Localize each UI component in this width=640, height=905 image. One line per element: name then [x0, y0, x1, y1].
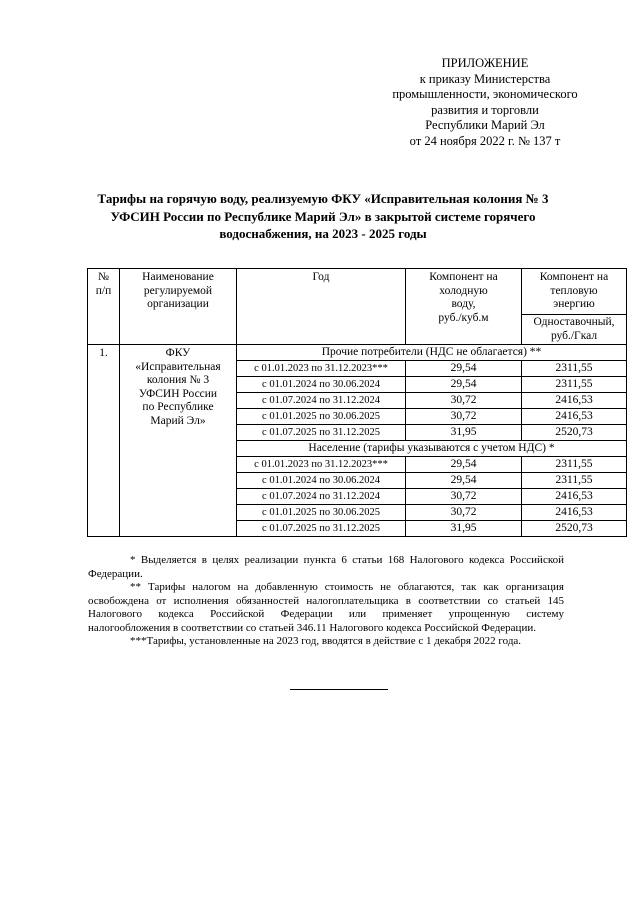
- heat-value: 2311,55: [522, 473, 627, 489]
- heat-value: 2416,53: [522, 409, 627, 425]
- header-num-line: №: [98, 271, 109, 283]
- appendix-line: от 24 ноября 2022 г. № 137 т: [409, 133, 561, 148]
- group-label: Прочие потребители (НДС не облагается) **: [237, 345, 627, 361]
- title-line: Тарифы на горячую воду, реализуемую ФКУ «Исправительная колония № 3: [97, 191, 549, 206]
- header-heat-unit-line: руб./Гкал: [550, 329, 598, 342]
- organization-line: «Исправительная: [135, 360, 221, 373]
- footnote-2-cont: Налогового кодекса Российской Федерации или применяет упрощенную систему: [88, 608, 564, 620]
- heat-value: 2311,55: [522, 457, 627, 473]
- heat-value: 2311,55: [522, 377, 627, 393]
- period-cell: с 01.01.2025 по 30.06.2025: [237, 409, 406, 425]
- cold-value: 30,72: [406, 393, 522, 409]
- footnote-2-cont: налогообложения в соответствии со статьей 346.11 Налогового кодекса Российской Федерации.: [88, 621, 536, 634]
- organization-line: УФСИН России: [138, 387, 218, 400]
- row-number: 1.: [88, 345, 120, 537]
- organization-line: колония № 3: [146, 374, 210, 386]
- period-cell: с 01.01.2024 по 30.06.2024: [237, 473, 406, 489]
- header-year: Год: [237, 269, 406, 345]
- header-heat-line: тепловую: [550, 284, 598, 297]
- header-org-line: Наименование: [142, 271, 214, 283]
- group-label: Население (тарифы указываются с учетом НДС) *: [237, 441, 627, 457]
- appendix-line: ПРИЛОЖЕНИЕ: [441, 56, 529, 70]
- closing-rule: [290, 689, 388, 690]
- appendix-line: промышленности, экономического: [392, 87, 578, 101]
- cold-value: 29,54: [406, 473, 522, 489]
- footnote-3: ***Тарифы, установленные на 2023 год, вводятся в действие с 1 декабря 2022 года.: [130, 635, 522, 647]
- period-cell: с 01.01.2023 по 31.12.2023***: [237, 457, 406, 473]
- period-cell: с 01.01.2024 по 30.06.2024: [237, 377, 406, 393]
- organization-name: [120, 345, 237, 537]
- period-cell: с 01.01.2025 по 30.06.2025: [237, 505, 406, 521]
- header-org-line: организации: [147, 298, 209, 310]
- header-cold-line: холодную: [439, 284, 488, 297]
- appendix-line: Республики Марий Эл: [425, 118, 545, 132]
- header-heat: [522, 269, 627, 315]
- footnote-1-cont: Федерации.: [88, 567, 143, 580]
- footnote-2-cont: освобождена от исполнения обязанностей налогоплательщика в соответствии со статьей 145: [88, 594, 564, 607]
- header-org: [120, 269, 237, 345]
- period-cell: с 01.01.2023 по 31.12.2023***: [237, 361, 406, 377]
- document-title: [88, 190, 558, 243]
- cold-value: 31,95: [406, 425, 522, 441]
- organization-line: Марий Эл»: [150, 414, 206, 427]
- header-heat-line: энергию: [553, 298, 595, 310]
- heat-value: 2520,73: [522, 425, 627, 441]
- footnote-2: ** Тарифы налогом на добавленную стоимость не облагаются, так как организация: [130, 581, 564, 593]
- cold-value: 29,54: [406, 361, 522, 377]
- title-line: УФСИН России по Республике Марий Эл» в закрытой системе горячего: [110, 208, 536, 224]
- header-cold: [406, 269, 522, 345]
- header-cold-line: руб./куб.м: [438, 311, 489, 324]
- header-heat-unit-line: Одноставочный,: [533, 316, 615, 328]
- period-cell: с 01.07.2025 по 31.12.2025: [237, 425, 406, 441]
- cold-value: 30,72: [406, 489, 522, 505]
- period-cell: с 01.07.2024 по 31.12.2024: [237, 393, 406, 409]
- footnote-1: * Выделяется в целях реализации пункта 6 статьи 168 Налогового кодекса Российской: [130, 554, 564, 566]
- footnotes: [88, 554, 564, 649]
- period-cell: с 01.07.2024 по 31.12.2024: [237, 489, 406, 505]
- period-cell: с 01.07.2025 по 31.12.2025: [237, 521, 406, 537]
- header-cold-line: воду,: [451, 298, 476, 310]
- heat-value: 2416,53: [522, 393, 627, 409]
- cold-value: 29,54: [406, 457, 522, 473]
- appendix-line: развития и торговли: [431, 102, 539, 117]
- tariff-table: [87, 268, 627, 537]
- header-num-line: п/п: [95, 284, 112, 297]
- heat-value: 2416,53: [522, 505, 627, 521]
- header-num: [88, 269, 120, 345]
- title-line: водоснабжения, на 2023 - 2025 годы: [219, 226, 427, 241]
- cold-value: 31,95: [406, 521, 522, 537]
- cold-value: 30,72: [406, 409, 522, 425]
- header-heat-unit: [522, 315, 627, 345]
- appendix-line: к приказу Министерства: [419, 71, 551, 86]
- heat-value: 2416,53: [522, 489, 627, 505]
- header-org-line: регулируемой: [143, 284, 213, 297]
- heat-value: 2311,55: [522, 361, 627, 377]
- organization-line: по Республике: [142, 401, 214, 413]
- header-cold-line: Компонент на: [429, 271, 498, 283]
- cold-value: 29,54: [406, 377, 522, 393]
- cold-value: 30,72: [406, 505, 522, 521]
- organization-line: ФКУ: [165, 347, 191, 359]
- appendix-block: [380, 56, 590, 149]
- header-heat-line: Компонент на: [539, 271, 609, 283]
- heat-value: 2520,73: [522, 521, 627, 537]
